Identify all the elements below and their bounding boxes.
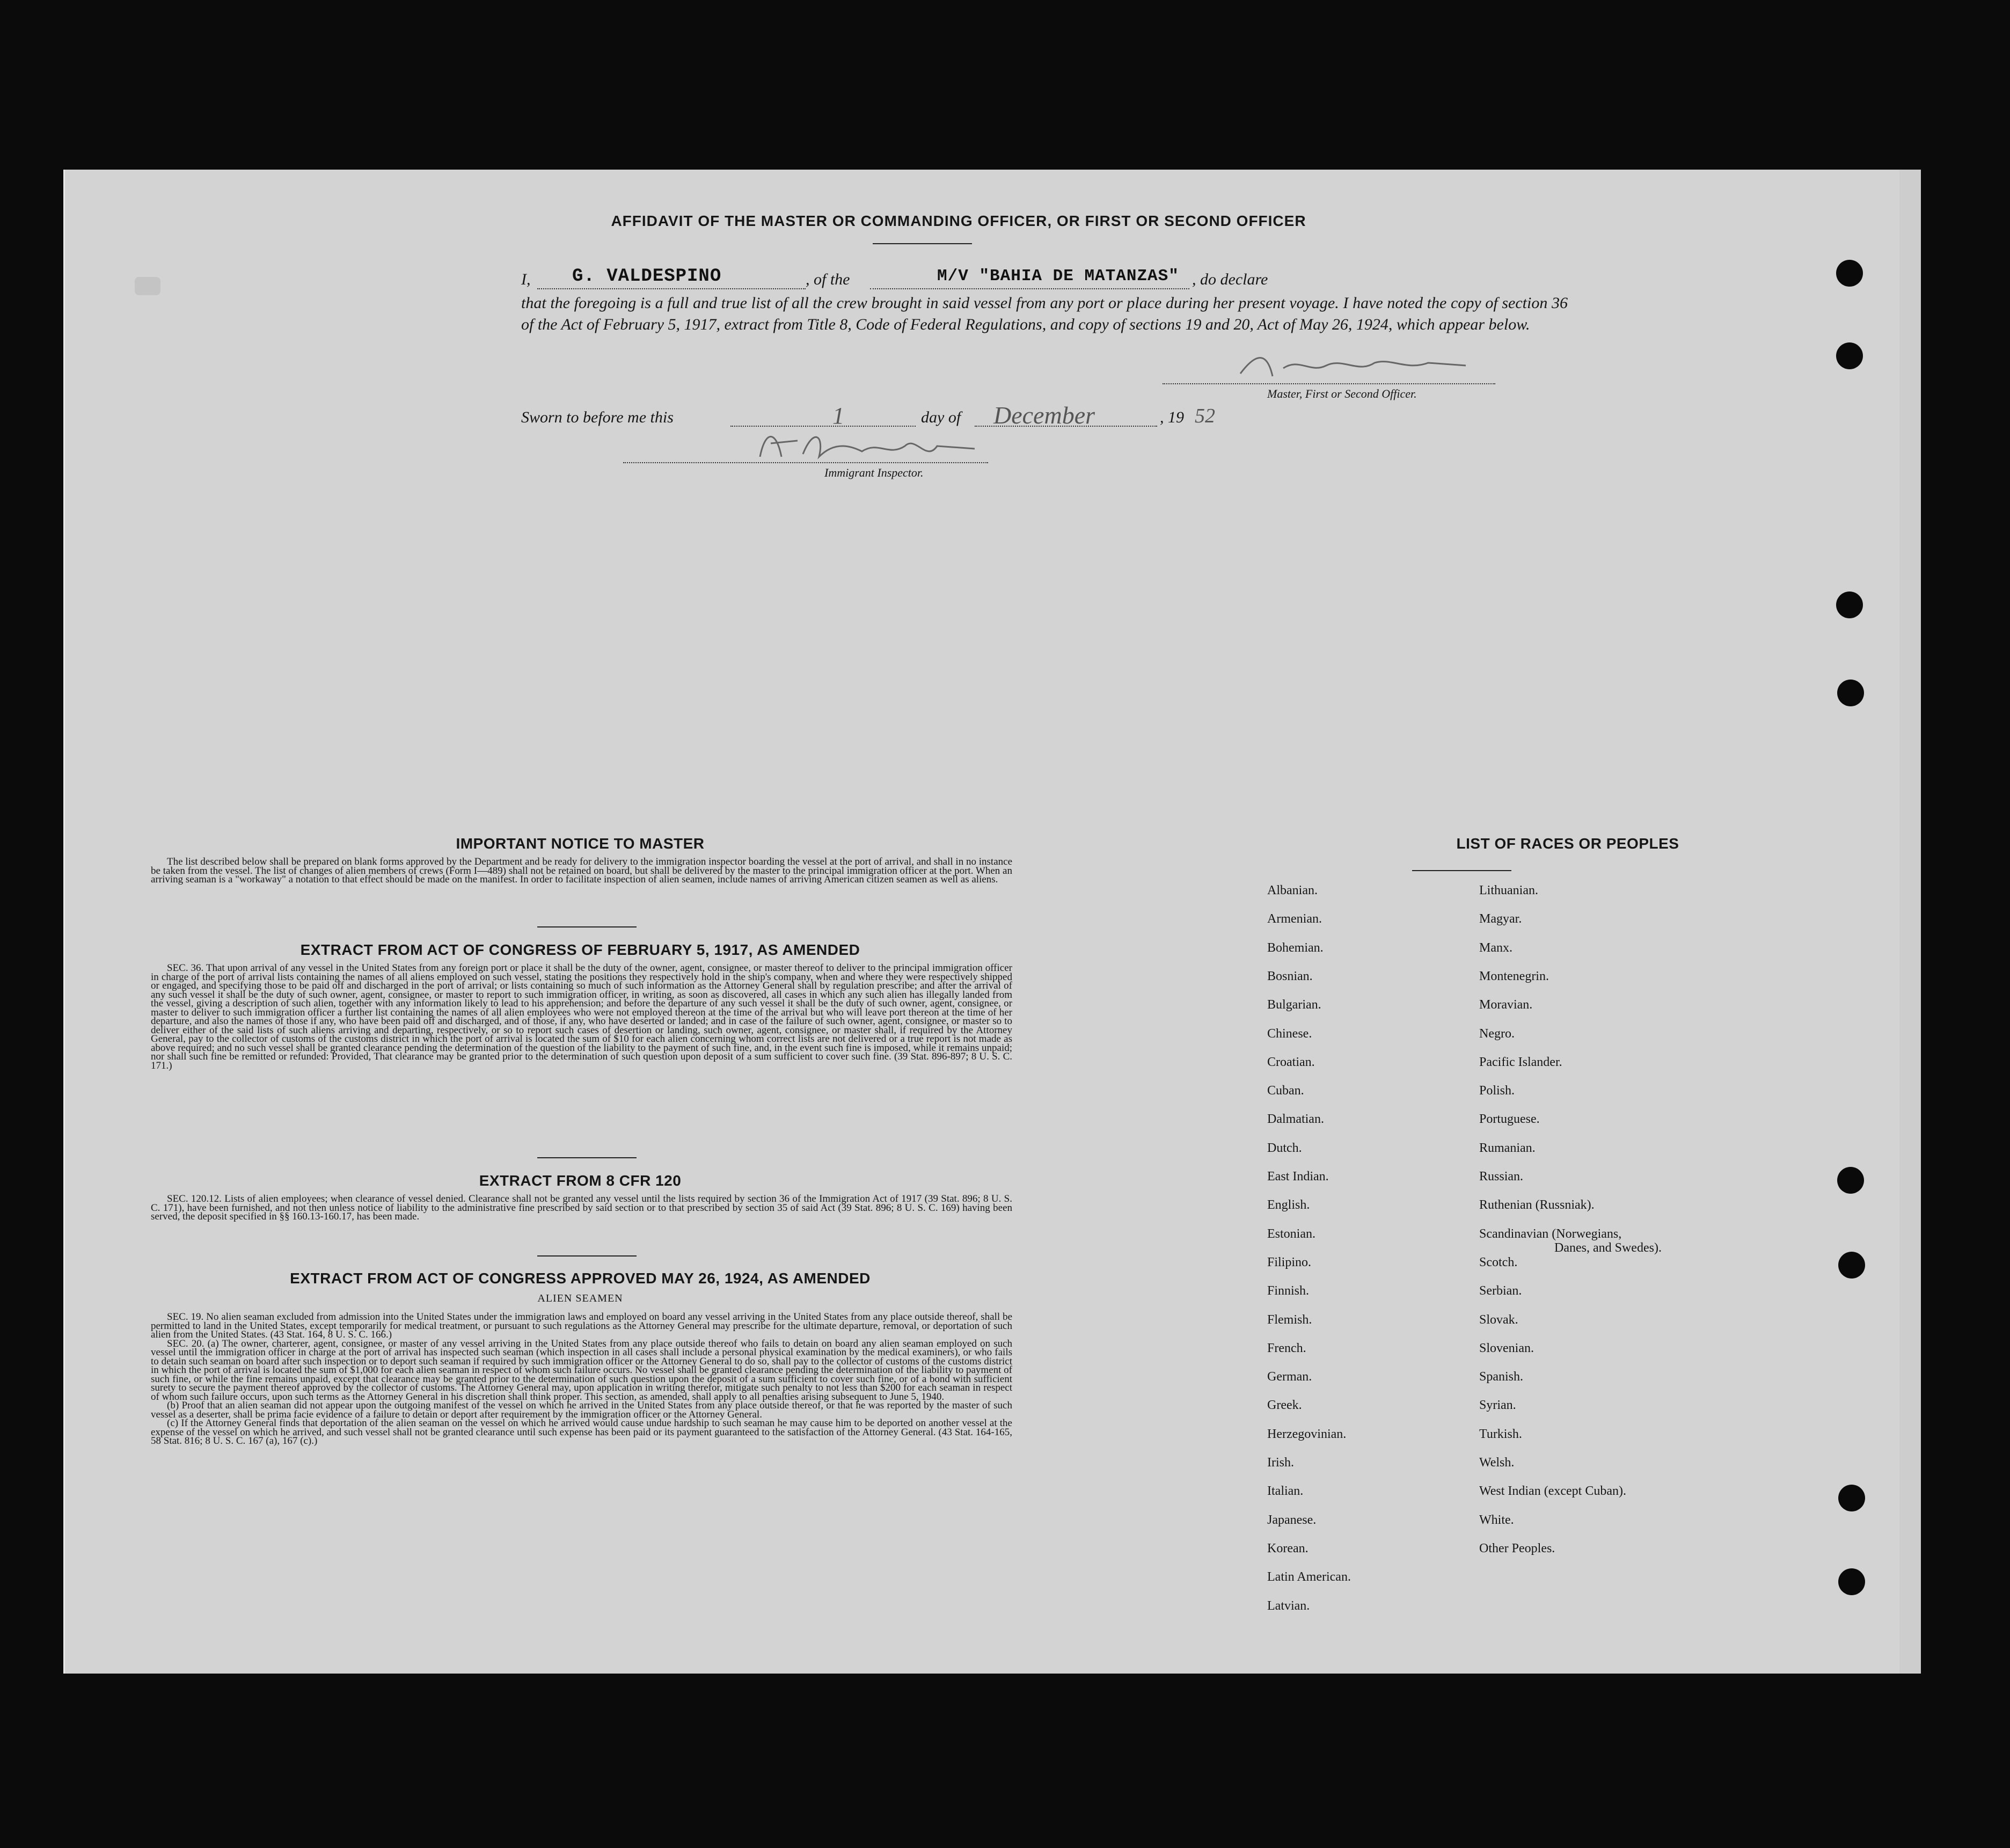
race-item: French. bbox=[1267, 1341, 1306, 1355]
form-page bbox=[63, 170, 1899, 1674]
race-item: Turkish. bbox=[1479, 1427, 1522, 1441]
race-item: Bohemian. bbox=[1267, 940, 1324, 955]
race-item: Welsh. bbox=[1479, 1456, 1515, 1470]
punch-hole bbox=[1836, 260, 1863, 287]
section-36-paragraph: SEC. 36. That upon arrival of any vessel in the United States from any foreign port or place it shall be the duty of the owner, agent, consignee, or master thereof to deliver to the principal immigration officer in charge of the port of arrival lists containing the names of all aliens employed on such vessel, stating the positions they respectively hold in the ship's company, when and where they were respectively shipped or engaged, and specifying those to be paid off and discharged in the port of arrival; or lists containing so much of such information as the Attorney General shall by regulation prescribe; and after the arrival of any such vessel it shall be the duty of such owner, agent, consignee, or master to report to such immigration officer, in writing, as soon as discovered, all cases in which any such alien has illegally landed from the vessel, giving a description of such alien, together with any information likely to lead to his apprehension; and before the departure of any such vessel it shall be the duty of such owner, agent, consignee, or master to deliver to such immigration officer a further list containing the names of all alien employees who were not employed thereon at the time of the arrival but who will leave port thereon at the time of her departure, and also the names of those if any, who have been paid off and discharged, and of those, if any, who have deserted or landed; and in case of the failure of such owner, agent, consignee, or master so to deliver either of the said lists of such aliens arriving and departing, respectively, or so to report such cases of desertion or landing, such owner, agent, consignee, or master shall, if required by the Attorney General, pay to the collector of customs of the customs district in which the port of arrival is located the sum of $10 for each alien concerning whom correct lists are not delivered or a true report is not made as above required; and no such vessel shall be granted clearance pending the determination of the question of the liability to the payment of such fine, and, in the event such fine is imposed, while it remains unpaid; nor shall such fine be remitted or refunded: Provided, That clearance may be granted prior to the determination of such question upon deposit of a sum sufficient to cover such fine. (39 Stat. 896-897; 8 U. S. C. 171.) bbox=[151, 962, 1012, 1071]
extract-1924-text bbox=[151, 1313, 1012, 1446]
extract-cfr-divider bbox=[537, 1255, 637, 1257]
notice-paragraph: The list described below shall be prepared on blank forms approved by the Department and be ready for delivery to the immigration inspector boarding the vessel at the port of arrival, and shall in no instance be taken from the vessel. The list of changes of alien members of crews (Form I—489) shall not be retained on board, but shall be delivered by the master to the principal immigration officer at the port. When an arriving seaman is a "workaway" a notation to that effect should be made on the manifest. In order to facilitate inspection of alien seamen, include names of arriving American citizen seamen as well as aliens. bbox=[151, 856, 1012, 885]
race-item: Lithuanian. bbox=[1479, 883, 1538, 897]
race-item: Spanish. bbox=[1479, 1370, 1524, 1384]
race-item: Slovak. bbox=[1479, 1312, 1518, 1327]
affidavit-title: AFFIDAVIT OF THE MASTER OR COMMANDING OFFICER, OR FIRST OR SECOND OFFICER bbox=[611, 213, 1306, 229]
race-item: Korean. bbox=[1267, 1541, 1309, 1555]
race-item: Greek. bbox=[1267, 1398, 1302, 1413]
sworn-prefix: Sworn to before me this bbox=[521, 408, 674, 426]
extract-cfr-text bbox=[151, 1195, 1012, 1222]
race-item: Japanese. bbox=[1267, 1513, 1317, 1527]
race-item: Polish. bbox=[1479, 1084, 1515, 1098]
section-20c-paragraph: (c) If the Attorney General finds that deportation of the alien seaman on the vessel on which he arrived would cause undue hardship to such seaman he may cause him to be deported on another vessel at the expense of the vessel on which he arrived, and such vessel shall not be granted clearance until such expense has been paid or its payment guaranteed to the satisfaction of the Attorney General. (43 Stat. 164-165, 58 Stat. 816; 8 U. S. C. 167 (a), 167 (c).) bbox=[151, 1418, 1012, 1447]
punch-hole bbox=[1838, 1485, 1865, 1511]
master-name: G. VALDESPINO bbox=[572, 266, 722, 287]
race-item: Finnish. bbox=[1267, 1284, 1310, 1298]
extract-1917-text bbox=[151, 964, 1012, 1070]
race-item: Slovenian. bbox=[1479, 1341, 1534, 1355]
race-item: Cuban. bbox=[1267, 1084, 1304, 1098]
race-item: Syrian. bbox=[1479, 1398, 1516, 1413]
race-item: Manx. bbox=[1479, 940, 1512, 955]
section-20a-paragraph: SEC. 20. (a) The owner, charterer, agent, consignee, or master of any vessel arriving in the United States from any place outside thereof who fails to detain on board any alien seaman employed on such vessel until the immigration officer in charge at the port of arrival has inspected such seaman (which inspection in all cases shall include a personal physical examination by the medical examiners), or who fails to detain such seaman on board after such inspection or to deport such seaman if required by such immigration officer or the Attorney General to do so, shall pay to the collector of customs of the customs district in which the port of arrival is located the sum of $1,000 for each alien seaman in respect of whom such failure occurs. No vessel shall be granted clearance pending the determination of the liability to payment of such fine, or while the fine remains unpaid, except that clearance may be granted prior to the determination of such question upon the deposit of a sum sufficient to cover such fine, or of a bond with sufficient surety to secure the payment thereof approved by the collector of customs. The Attorney General may, upon application in writing therefor, mitigate such penalty to not less than $200 for each seaman in respect of whom such failure occurs, upon such terms as the Attorney General in his discretion shall think proper. This section, as amended, shall apply to all penalties arising subsequent to June 5, 1940. bbox=[151, 1338, 1012, 1403]
race-item: Rumanian. bbox=[1479, 1141, 1536, 1155]
punch-hole bbox=[1837, 680, 1864, 706]
races-title: LIST OF RACES OR PEOPLES bbox=[1456, 835, 1679, 852]
race-item: Latin American. bbox=[1267, 1570, 1351, 1584]
race-item: Moravian. bbox=[1479, 998, 1533, 1012]
year-prefix: , 19 bbox=[1160, 408, 1184, 426]
extract-1917-title: EXTRACT FROM ACT OF CONGRESS OF FEBRUARY 5, 1917, AS AMENDED bbox=[300, 941, 860, 958]
title-divider bbox=[873, 243, 972, 244]
ink-smudge bbox=[135, 277, 160, 295]
extract-cfr-title: EXTRACT FROM 8 CFR 120 bbox=[479, 1172, 682, 1189]
extract-1924-subtitle: ALIEN SEAMEN bbox=[537, 1292, 623, 1304]
of-the-text: , of the bbox=[806, 271, 850, 288]
race-item: Portuguese. bbox=[1479, 1112, 1540, 1127]
inspector-label: Immigrant Inspector. bbox=[824, 466, 924, 479]
section-19-paragraph: SEC. 19. No alien seaman excluded from admission into the United States under the immigration laws and employed on board any vessel arriving in the United States from any place outside thereof, shall be permitted to land in the United States, except temporarily for medical treatment, or pursuant to such regulations as the Attorney General may prescribe for the ultimate departure, removal, or deportation of such alien from the United States. (43 Stat. 164, 8 U. S. C. 166.) bbox=[151, 1311, 1012, 1340]
race-item: Ruthenian (Russniak). bbox=[1479, 1198, 1595, 1212]
extract-1924-title: EXTRACT FROM ACT OF CONGRESS APPROVED MAY 26, 1924, AS AMENDED bbox=[290, 1270, 871, 1287]
race-item: Serbian. bbox=[1479, 1284, 1522, 1298]
punch-hole bbox=[1838, 1252, 1865, 1279]
sworn-month: December bbox=[993, 401, 1095, 429]
race-item: Latvian. bbox=[1267, 1598, 1310, 1613]
race-item: Dalmatian. bbox=[1267, 1112, 1324, 1127]
day-of-text: day of bbox=[921, 408, 961, 426]
master-label: Master, First or Second Officer. bbox=[1267, 387, 1417, 400]
race-item: Croatian. bbox=[1267, 1055, 1315, 1069]
sworn-day: 1 bbox=[832, 403, 844, 429]
race-item: White. bbox=[1479, 1513, 1514, 1527]
race-item: Pacific Islander. bbox=[1479, 1055, 1562, 1069]
do-declare-text: , do declare bbox=[1192, 271, 1268, 288]
master-signature bbox=[1235, 347, 1482, 391]
races-divider bbox=[1412, 870, 1511, 871]
affidavit-body bbox=[521, 266, 1568, 335]
race-item: Estonian. bbox=[1267, 1226, 1315, 1241]
race-item: English. bbox=[1267, 1198, 1310, 1212]
race-item: Chinese. bbox=[1267, 1026, 1312, 1041]
section-20b-paragraph: (b) Proof that an alien seaman did not appear upon the outgoing manifest of the vessel on which he arrived in the United States from any place outside thereof, or that he was reported by the master of such vessel as a deserter, shall be prima facie evidence of a failure to detain or deport after requirement by the immigration officer or the Attorney General. bbox=[151, 1400, 1012, 1420]
race-item: Negro. bbox=[1479, 1026, 1515, 1041]
notice-title: IMPORTANT NOTICE TO MASTER bbox=[456, 835, 705, 852]
vessel-name: M/V "BAHIA DE MATANZAS" bbox=[937, 267, 1179, 286]
race-item: Scotch. bbox=[1479, 1255, 1518, 1269]
race-item: Bulgarian. bbox=[1267, 998, 1321, 1012]
race-item: Flemish. bbox=[1267, 1312, 1312, 1327]
race-item: Armenian. bbox=[1267, 912, 1322, 926]
affidavit-declaration-line bbox=[521, 266, 1568, 293]
punch-hole bbox=[1838, 1568, 1865, 1595]
year-suffix: 52 bbox=[1195, 405, 1215, 427]
punch-hole bbox=[1836, 342, 1863, 369]
race-item: German. bbox=[1267, 1370, 1312, 1384]
race-item: Montenegrin. bbox=[1479, 969, 1549, 983]
section-120-paragraph: SEC. 120.12. Lists of alien employees; when clearance of vessel denied. Clearance shall not be granted any vessel until the lists required by section 36 of the Immigration Act of 1917 (39 Stat. 896; 8 U. S. C. 171), have been furnished, and not then unless notice of liability to the administrative fine prescribed by said section or to that prescribed by section 35 of said Act (39 Stat. 896; 8 U. S. C. 169) having been served, the deposit specified in §§ 160.13-160.17, has been made. bbox=[151, 1193, 1012, 1222]
extract-1917-divider bbox=[537, 1157, 637, 1158]
race-item: Scandinavian (Norwegians, bbox=[1479, 1226, 1622, 1241]
race-item: Dutch. bbox=[1267, 1141, 1302, 1155]
page-edge bbox=[1899, 170, 1921, 1674]
race-item: West Indian (except Cuban). bbox=[1479, 1484, 1626, 1499]
name-blank bbox=[537, 288, 806, 289]
affidavit-prefix: I, bbox=[521, 271, 531, 288]
race-item: Albanian. bbox=[1267, 883, 1318, 897]
race-item: Bosnian. bbox=[1267, 969, 1313, 983]
punch-hole bbox=[1836, 591, 1863, 618]
race-item: Irish. bbox=[1267, 1456, 1294, 1470]
race-item: Other Peoples. bbox=[1479, 1541, 1555, 1555]
race-item: Italian. bbox=[1267, 1484, 1304, 1499]
punch-hole bbox=[1837, 1167, 1864, 1194]
race-item: Magyar. bbox=[1479, 912, 1522, 926]
notice-text bbox=[151, 858, 1012, 885]
race-item: Herzegovinian. bbox=[1267, 1427, 1347, 1441]
race-item: East Indian. bbox=[1267, 1170, 1329, 1184]
race-item: Danes, and Swedes). bbox=[1554, 1240, 1662, 1255]
race-item: Russian. bbox=[1479, 1170, 1524, 1184]
vessel-blank bbox=[870, 288, 1189, 289]
affidavit-text: that the foregoing is a full and true list of all the crew brought in said vessel from any port or place during her present voyage. I have noted the copy of section 36 of the Act of February 5, 1917, extract from Title 8, Code of Federal Regulations, and copy of sections 19 and 20, Act of May 26, 1924, which appear below. bbox=[521, 294, 1568, 333]
race-item: Filipino. bbox=[1267, 1255, 1312, 1269]
notice-divider bbox=[537, 926, 637, 927]
